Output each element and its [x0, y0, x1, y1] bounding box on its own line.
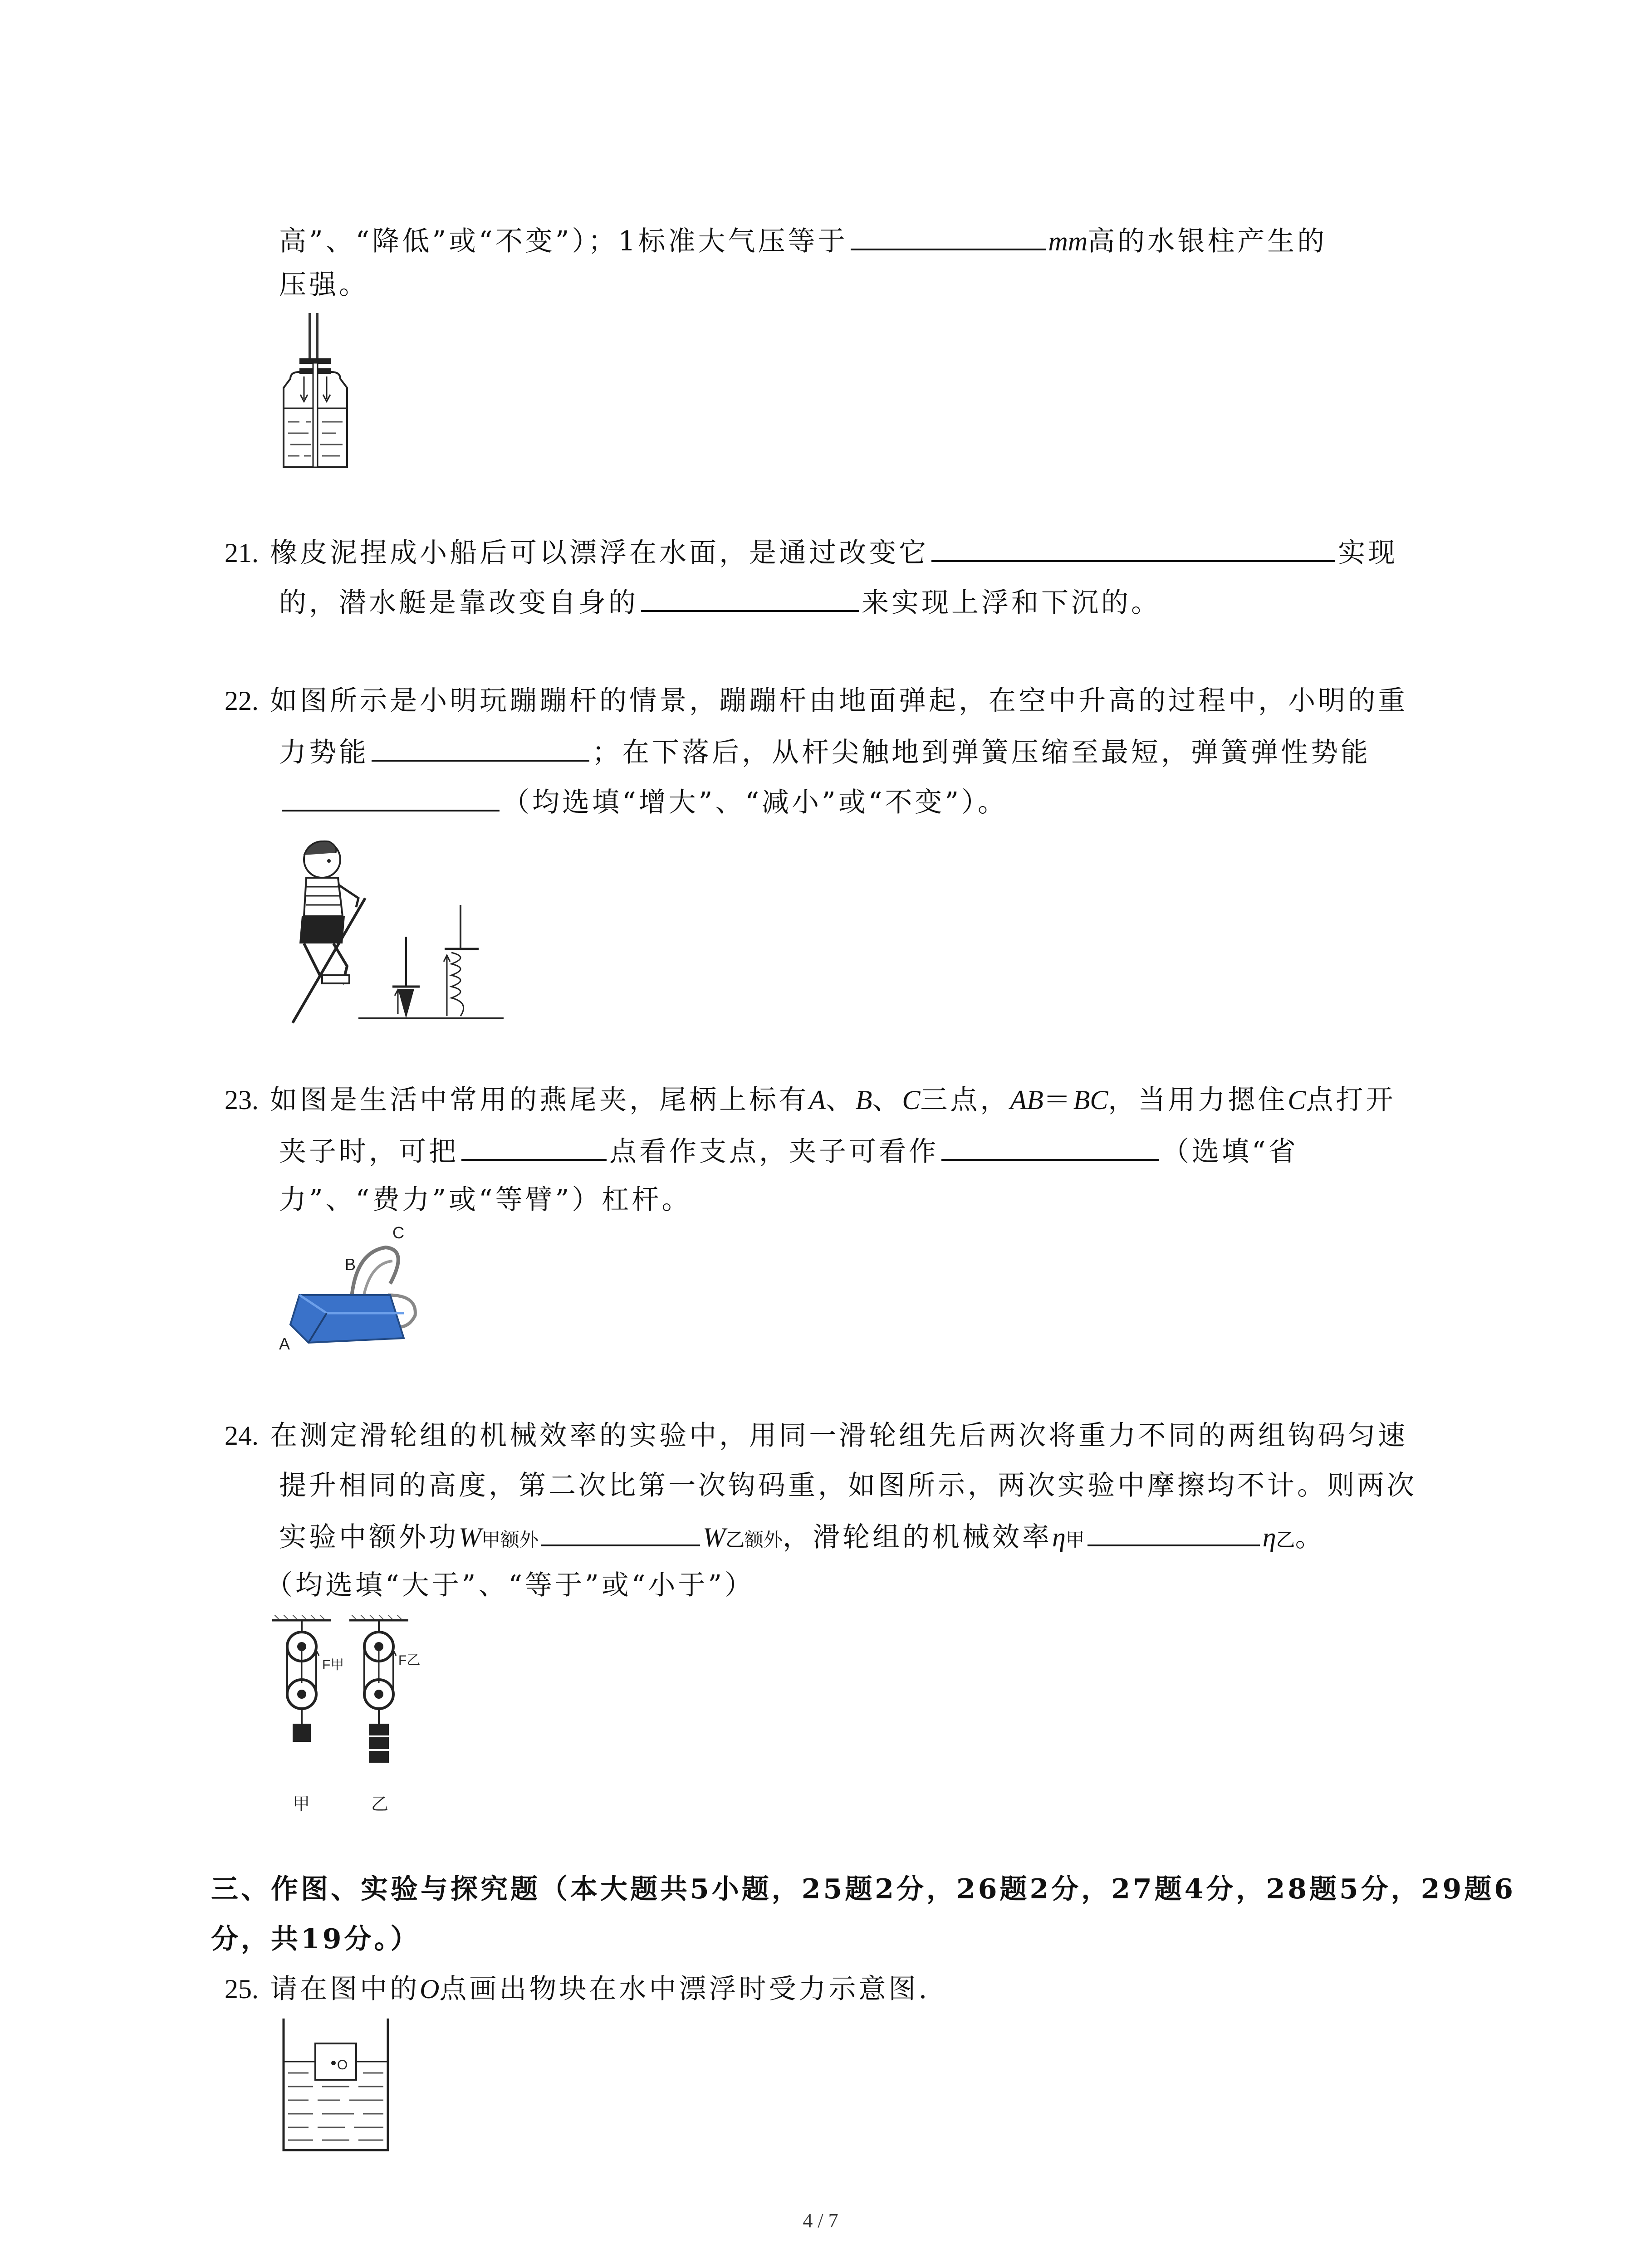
q25-floating-block-figure	[281, 2019, 390, 2155]
q20-line2	[279, 267, 369, 303]
q22-line3	[279, 782, 1008, 821]
q24-w-symbol-2: W	[703, 1522, 725, 1552]
q22-answer-blank-1[interactable]	[372, 733, 589, 762]
q24-line1	[225, 1418, 1408, 1454]
q24-fig-force-label-1: F甲	[322, 1657, 344, 1672]
q23-equals: ＝	[1043, 1084, 1073, 1116]
q23-line3	[279, 1182, 691, 1218]
q20-text-3: 压强。	[279, 269, 369, 301]
q24-line2	[279, 1467, 1417, 1504]
q24-w-subscript-1: 甲额外	[481, 1529, 539, 1551]
q24-text-5: 。	[1295, 1521, 1325, 1553]
q22-text-3: ；在下落后，从杆尖触地到弹簧压缩至最短，弹簧弹性势能	[592, 737, 1371, 768]
q24-text-2: 提升相同的高度，第二次比第一次钩码重，如图所示，两次实验中摩擦均不计。则两次	[279, 1470, 1417, 1501]
q22-text-2: 力势能	[279, 737, 369, 768]
q24-w-symbol-1: W	[459, 1522, 481, 1552]
q23-fig-label-a: A	[279, 1334, 290, 1353]
q24-eta-subscript-1: 甲	[1065, 1529, 1085, 1551]
q23-point-b: B	[855, 1085, 872, 1115]
q25-fig-label-o: O	[337, 2058, 348, 2072]
q23-segment-bc: BC	[1073, 1085, 1108, 1115]
q23-text-2: 三点，	[920, 1084, 1010, 1116]
q24-text-6: （均选填“大于”、“等于”或“小于”）	[265, 1569, 755, 1601]
q23-point-c-2: C	[1288, 1085, 1306, 1115]
q23-line1	[225, 1082, 1396, 1118]
q24-text: 在测定滑轮组的机械效率的实验中，用同一滑轮组先后两次将重力不同的两组钩码匀速	[270, 1420, 1408, 1452]
q23-fig-label-b: B	[345, 1255, 356, 1274]
q20-text-2: 高的水银柱产生的	[1087, 225, 1327, 257]
q25-number: 25.	[225, 1974, 259, 2004]
q21-answer-blank-1[interactable]	[931, 533, 1335, 562]
q21-line2	[279, 583, 1161, 621]
q23-line2	[279, 1132, 1298, 1170]
q21-text: 橡皮泥捏成小船后可以漂浮在水面，是通过改变它	[270, 537, 929, 569]
q23-text-7: （选填“省	[1162, 1136, 1298, 1168]
q23-text: 如图是生活中常用的燕尾夹，尾柄上标有	[270, 1084, 809, 1116]
section-3-heading-2: 分，共19分。）	[211, 1923, 421, 1955]
q23-binder-clip-figure	[272, 1220, 445, 1356]
q24-text-4: ，滑轮组的机械效率	[783, 1521, 1052, 1553]
q24-fig-label-jia: 甲	[293, 1795, 310, 1814]
q23-text-3: ，当用力摁住	[1108, 1084, 1288, 1116]
q22-pogo-stick-figure	[279, 830, 506, 1025]
q24-eta-symbol-1: η	[1052, 1522, 1066, 1552]
section-3-heading-line2	[211, 1921, 421, 1957]
section-3-heading-line1	[211, 1871, 1516, 1907]
q22-number: 22.	[225, 686, 259, 716]
q24-fig-label-yi: 乙	[371, 1795, 389, 1814]
q23-point-c: C	[902, 1085, 921, 1115]
q23-text-5: 夹子时，可把	[279, 1136, 459, 1168]
q24-line4	[265, 1567, 754, 1603]
q20-line1	[279, 221, 1327, 259]
q23-number: 23.	[225, 1085, 259, 1115]
q23-fig-label-c: C	[392, 1223, 404, 1242]
q24-number: 24.	[225, 1421, 259, 1451]
q23-text-4: 点打开	[1306, 1084, 1396, 1116]
q20-bottle-figure	[272, 313, 363, 476]
q20-text: 高”、“降低”或“不变”）；1标准大气压等于	[279, 225, 848, 257]
q24-text-3: 实验中额外功	[279, 1521, 459, 1553]
q23-separator-1: 、	[825, 1084, 856, 1116]
q23-separator-2: 、	[872, 1084, 902, 1116]
q20-answer-blank[interactable]	[851, 221, 1046, 250]
q24-pulley-figure	[272, 1615, 436, 1823]
q23-answer-blank-1[interactable]	[461, 1132, 607, 1161]
q23-answer-blank-2[interactable]	[941, 1132, 1159, 1161]
q24-w-subscript-2: 乙额外	[725, 1529, 783, 1551]
section-3-heading: 三、作图、实验与探究题（本大题共5小题，25题2分，26题2分，27题4分，28题5分，29题6	[211, 1873, 1516, 1905]
q24-fig-force-label-2: F乙	[398, 1653, 421, 1668]
q22-answer-blank-2[interactable]	[282, 782, 500, 811]
q21-text-3: 的，潜水艇是靠改变自身的	[279, 587, 638, 619]
q20-unit: mm	[1048, 226, 1088, 256]
q23-text-6: 点看作支点，夹子可看作	[609, 1136, 939, 1168]
q22-text: 如图所示是小明玩蹦蹦杆的情景，蹦蹦杆由地面弹起，在空中升高的过程中，小明的重	[270, 685, 1408, 717]
q23-text-8: 力”、“费力”或“等臂”）杠杆。	[279, 1184, 692, 1216]
q22-text-4: （均选填“增大”、“减小”或“不变”）。	[502, 787, 1008, 818]
page-number: 4 / 7	[803, 2209, 838, 2232]
q24-eta-symbol-2: η	[1262, 1522, 1276, 1552]
q24-line3	[279, 1517, 1325, 1558]
q23-segment-ab: AB	[1010, 1085, 1043, 1115]
q25-text: 请在图中的	[270, 1973, 420, 2005]
q22-line1	[225, 683, 1408, 719]
q21-text-2: 实现	[1338, 537, 1398, 569]
q21-text-4: 来实现上浮和下沉的。	[862, 587, 1161, 619]
q24-answer-blank-1[interactable]	[541, 1517, 700, 1546]
q25-text-2: 点画出物块在水中漂浮时受力示意图.	[439, 1973, 930, 2005]
q22-line2	[279, 733, 1371, 771]
q25-line1	[225, 1971, 930, 2007]
q21-answer-blank-2[interactable]	[641, 583, 859, 612]
q23-point-a: A	[809, 1085, 826, 1115]
q25-point-o: O	[420, 1974, 440, 2004]
q21-number: 21.	[225, 538, 259, 568]
q21-line1	[225, 533, 1398, 571]
q24-answer-blank-2[interactable]	[1087, 1517, 1260, 1546]
q24-eta-subscript-2: 乙	[1276, 1529, 1295, 1551]
